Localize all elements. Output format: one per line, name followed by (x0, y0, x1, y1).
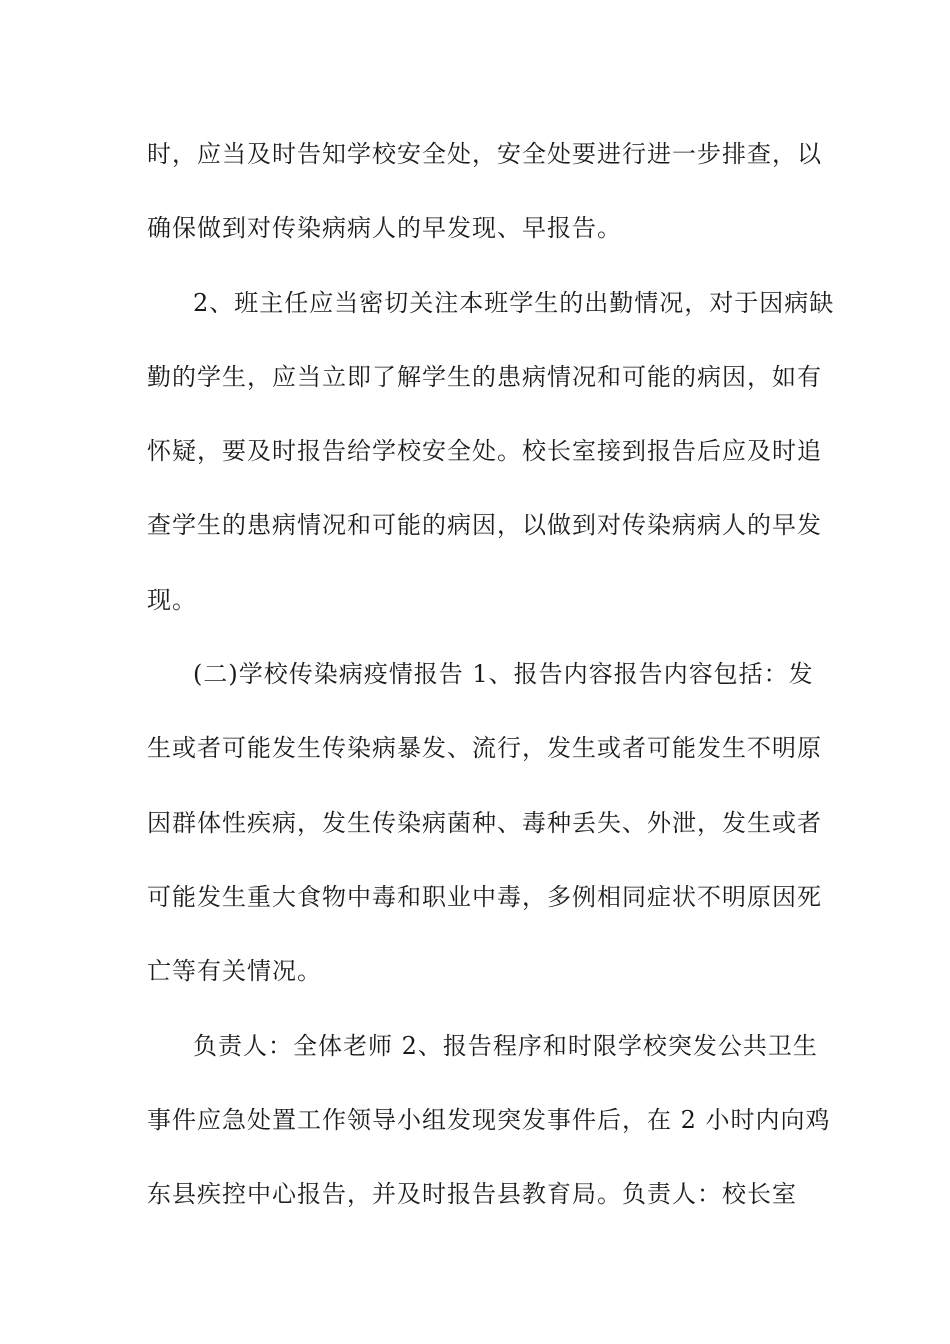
text-line: 亡等有关情况。 (147, 957, 322, 986)
text-line: 怀疑，要及时报告给学校安全处。校长室接到报告后应及时追 (147, 437, 822, 466)
text-line: 勤的学生，应当立即了解学生的患病情况和可能的病因，如有 (147, 362, 822, 391)
paragraph-start-line: 负责人：全体老师 2、报告程序和时限学校突发公共卫生 (193, 1031, 818, 1060)
document-body (147, 124, 835, 1238)
text-line: 时，应当及时告知学校安全处，安全处要进行进一步排查，以 (147, 140, 822, 168)
text-line: 事件应急处置工作领导小组发现突发事件后，在 2 小时内向鸡 (147, 1105, 831, 1134)
text-line: 确保做到对传染病病人的早发现、早报告。 (147, 214, 622, 243)
text-line: 现。 (147, 585, 197, 614)
paragraph-start-line: 2、班主任应当密切关注本班学生的出勤情况，对于因病缺 (193, 288, 835, 317)
text-line: 因群体性疾病，发生传染病菌种、毒种丢失、外泄，发生或者 (147, 808, 822, 837)
text-line: 生或者可能发生传染病暴发、流行，发生或者可能发生不明原 (147, 734, 822, 763)
text-line: 东县疾控中心报告，并及时报告县教育局。负责人：校长室 (147, 1180, 797, 1209)
text-line: 可能发生重大食物中毒和职业中毒，多例相同症状不明原因死 (147, 882, 822, 911)
text-line: 查学生的患病情况和可能的病因，以做到对传染病病人的早发 (147, 511, 822, 540)
paragraph-start-line: (二)学校传染病疫情报告 1、报告内容报告内容包括：发 (193, 660, 814, 689)
